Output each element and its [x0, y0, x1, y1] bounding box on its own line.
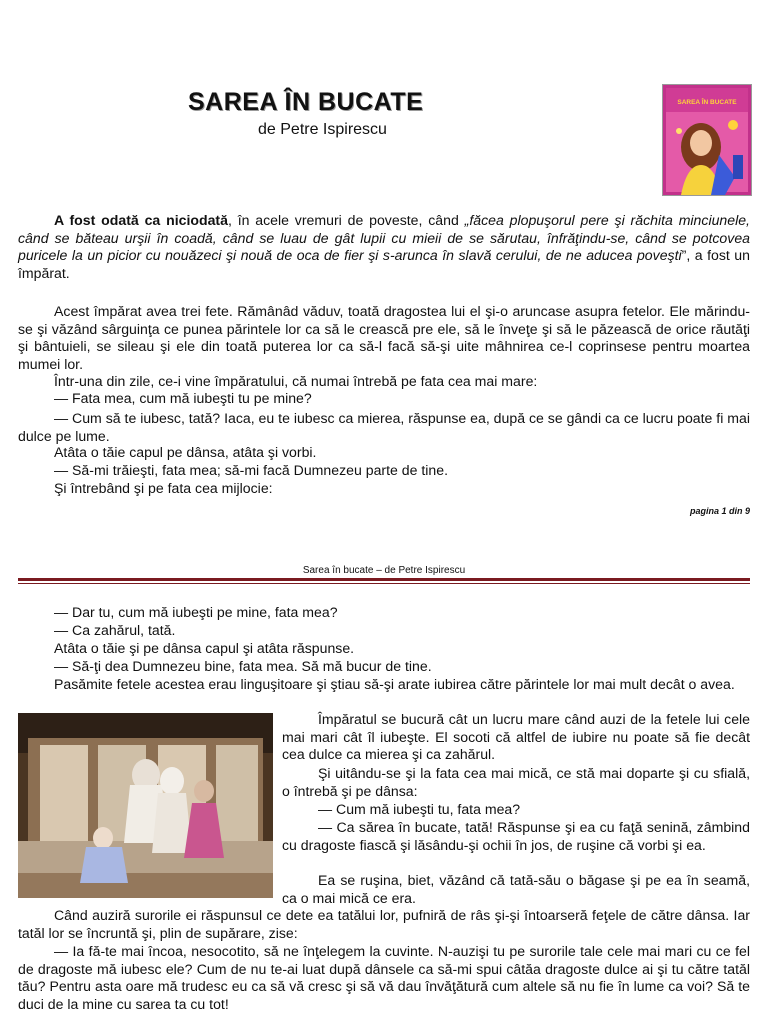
book-cover-title: SAREA ÎN BUCATE [677, 99, 737, 106]
intro-text: , în acele vremuri de poveste, când [227, 212, 465, 228]
dialogue-line [18, 410, 750, 445]
header-rule [18, 578, 750, 581]
book-cover-image [662, 84, 752, 196]
dialogue-line [282, 801, 750, 819]
story-title: SAREA ÎN BUCATE [188, 88, 424, 116]
story-author: de Petre Ispirescu [258, 121, 387, 138]
paragraph-3-text: Într-una din zile, ce-i vine împăratului, că numai întrebă pe fata cea mai mare: [54, 373, 538, 389]
dialogue-line [18, 622, 750, 640]
theater-scene-photo [18, 713, 273, 898]
paragraph-text [18, 373, 750, 391]
right-col-4-text: — Ca sărea în bucate, tată! Răspunse şi ea cu faţă senină, zâmbind cu dragoste fiască şi lăsându-şi ochii în jos, de ruşine că vorbi şi ea. [282, 819, 750, 853]
paragraph-6-text: Atâta o tăie capul pe dânsa, atâta şi vorbi. [54, 444, 317, 460]
dialogue-line [18, 390, 750, 408]
paragraph-text [282, 872, 750, 907]
dialogue-line [18, 462, 750, 480]
line-2-text: — Ca zahărul, tată. [54, 622, 176, 638]
full-width-1-text: Când auziră surorile ei răspunsul ce dete ea tatălui lor, pufniră de râs şi-şi întoarseră feţele de către dânsa. Iar tatăl lor se încruntă şi, plin de supărare, zise: [18, 907, 750, 941]
right-col-5-text: Ea se ruşina, biet, văzând că tată-său o băgase şi pe ea în seamă, ca o mai mică ce era. [282, 872, 750, 906]
paragraph-intro [18, 212, 750, 282]
dialogue-line [18, 604, 750, 622]
paragraph-text [18, 303, 750, 373]
dialogue-line [18, 658, 750, 676]
paragraph-text [18, 907, 750, 942]
line-5-text: Pasămite fetele acestea erau linguşitoare şi ştiau să-şi arate iubirea către părintele lor mai mult decât o avea. [54, 676, 735, 692]
header-rule-thin [18, 583, 750, 584]
right-col-1-text: Împăratul se bucură cât un lucru mare când auzi de la fetele lui cele mai mari cât îl iubeşte. El socoti că altfel de iubire nu poate să fie decât cea dulce ca mierea şi ca zahărul. [282, 711, 750, 762]
theater-scene-illustration [18, 713, 273, 898]
line-3-text: Atâta o tăie şi pe dânsa capul şi atâta răspunse. [54, 640, 355, 656]
paragraph-7-text: — Să-mi trăieşti, fata mea; să-mi facă Dumnezeu parte de tine. [54, 462, 449, 478]
intro-end-text: ”, a fost un împărat. [18, 247, 750, 281]
running-head: Sarea în bucate – de Petre Ispirescu [302, 565, 466, 576]
full-width-2-text: — Ia fă-te mai încoa, nesocotito, să ne înţelegem la cuvinte. N-auzişi tu pe surorile tale cele mai mari cu ce fel de dragoste mă iubesc ele? Cum de nu te-ai luat după dânsele ca să-mi spui câtăa dragoste dulce ai şi tu către tatăl tău? Pentru asta oare mă trudesc eu ca să vă cresc şi să vă dau învăţătură cum altele să nu fie în lume ca voi? Să te duci de la mine cu sarea ta cu tot! [18, 943, 750, 1012]
line-4-text: — Să-ţi dea Dumnezeu bine, fata mea. Să mă bucur de tine. [54, 658, 432, 674]
intro-quote: „făcea plopuşorul pere şi răchita minciunele, când se băteau urşii în coadă, când se luau de gât lupii cu mieii de se sărutau, înfrăţindu-se, când se potcovea puricele la un picior cu nouăzeci şi nouă de oca de fier şi s-arunca în slavă cerului, de ne aducea poveşti [18, 212, 750, 263]
line-1-text: — Dar tu, cum mă iubeşti pe mine, fata mea? [54, 604, 338, 620]
paragraph-text [18, 480, 750, 498]
paragraph-8-text: Şi întrebând şi pe fata cea mijlocie: [54, 480, 273, 496]
paragraph-text [18, 444, 750, 462]
dialogue-line [18, 943, 750, 1013]
right-col-2-text: Şi uitându-se şi la fata cea mai mică, ce stă mai doparte şi cu sfială, o întrebă şi pe dânsa: [282, 765, 750, 799]
paragraph-text [282, 765, 750, 800]
paragraph-2-text: Acest împărat avea trei fete. Rămânâd văduv, toată dragostea lui el şi-o aruncase asupra fetelor. Ele mărindu-se şi văzând sârguinţa ce punea părintele lor ca să le crească pre ele, să le înveţe şi să le păzească de orice răutăţi şi bântuieli, se sileau şi ele din toată puterea lor ca să-l facă să-şi uite mâhnirea ce-l coprinsese pentru moartea mumei lor. [18, 303, 750, 372]
paragraph-text [18, 676, 750, 694]
paragraph-5-text: — Cum să te iubesc, tată? Iaca, eu te iubesc ca mierea, răspunse ea, după ce se gândi ca ce lucru poate fi mai dulce pe lume. [18, 410, 750, 444]
dialogue-line [282, 819, 750, 854]
intro-bold-text: A fost odată ca niciodată [54, 212, 228, 228]
right-col-3-text: — Cum mă iubeşti tu, fata mea? [318, 801, 521, 817]
paragraph-text [282, 711, 750, 764]
paragraph-text [18, 640, 750, 658]
page-number: pagina 1 din 9 [689, 506, 750, 516]
paragraph-4-text: — Fata mea, cum mă iubeşti tu pe mine? [54, 390, 312, 406]
